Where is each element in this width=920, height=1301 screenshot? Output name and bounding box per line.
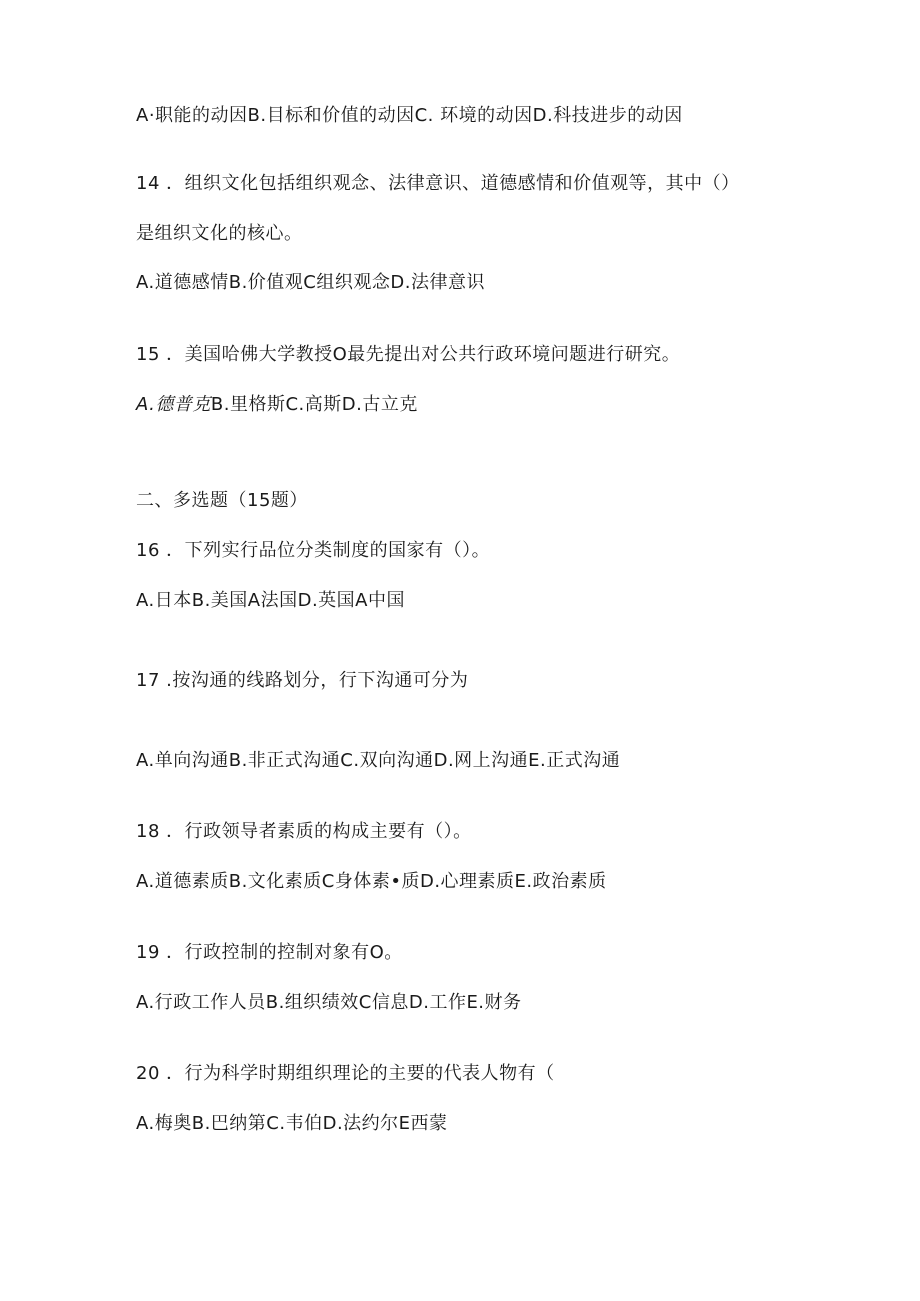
q13-options: A·职能的动因B.目标和价值的动因C. 环境的动因D.科技进步的动因 [136,105,683,126]
q14-stem-continued: 是组织文化的核心。 [136,223,303,244]
section-heading-multiple-choice: 二、多选题（15题） [136,490,308,511]
q14-stem: 14 ．组织文化包括组织观念、法律意识、道德感情和价值观等，其中（） [136,173,740,194]
q19-options: A.行政工作人员B.组织绩效C信息D.工作E.财务 [136,992,522,1013]
q15-options-rest: B.里格斯C.高斯D.古立克 [210,394,418,415]
q19-stem: 19 ．行政控制的控制对象有O。 [136,942,403,963]
q18-options: A.道德素质B.文化素质C身体素•质D.心理素质E.政治素质 [136,871,607,892]
q20-options: A.梅奥B.巴纳第C.韦伯D.法约尔E西蒙 [136,1113,448,1134]
q16-options: A.日本B.美国A法国D.英国A中国 [136,590,405,611]
q17-options: A.单向沟通B.非正式沟通C.双向沟通D.网上沟通E.正式沟通 [136,750,621,771]
q15-stem: 15 ．美国哈佛大学教授O最先提出对公共行政环境问题进行研究。 [136,344,681,365]
q15-option-a: A.德普克 [136,394,211,415]
q16-stem: 16 ．下列实行品位分类制度的国家有（）。 [136,540,491,561]
q14-options: A.道德感情B.价值观C组织观念D.法律意识 [136,272,485,293]
q18-stem: 18 ．行政领导者素质的构成主要有（）。 [136,821,472,842]
q17-stem: 17 .按沟通的线路划分，行下沟通可分为 [136,670,469,691]
q20-stem: 20 ．行为科学时期组织理论的主要的代表人物有（ [136,1063,555,1084]
q15-options [136,393,418,417]
